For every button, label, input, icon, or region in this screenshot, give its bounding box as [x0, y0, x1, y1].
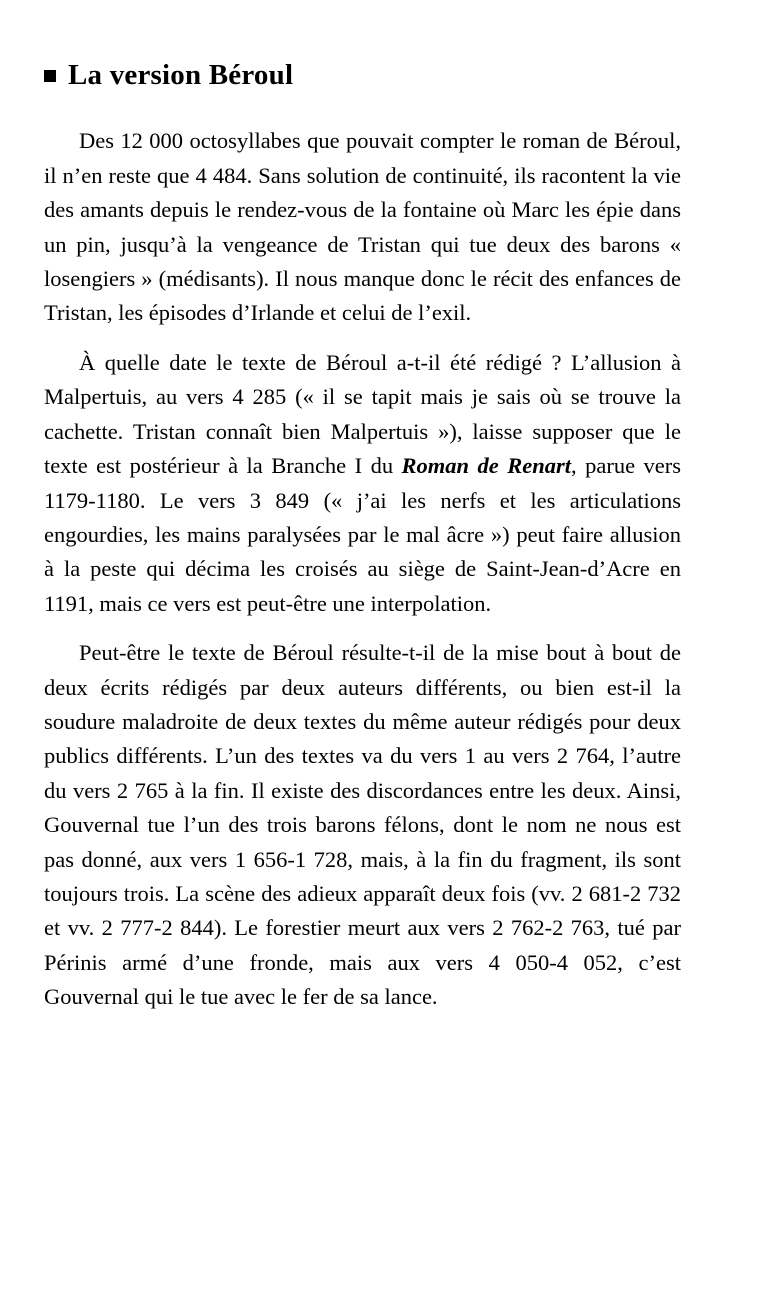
section-heading [44, 60, 681, 90]
body-paragraph-3: Peut-être le texte de Béroul résulte-t-il de la mise bout à bout de deux écrits rédigés par deux auteurs différents, ou bien est-il la soudure maladroite de deux textes du même auteur rédigés pour deux publics différents. L’un des textes va du vers 1 au vers 2 764, l’autre du vers 2 765 à la fin. Il existe des discordances entre les deux. Ainsi, Gouvernal tue l’un des trois barons félons, dont le nom ne nous est pas donné, aux vers 1 656-1 728, mais, à la fin du fragment, ils sont toujours trois. La scène des adieux apparaît deux fois (vv. 2 681-2 732 et vv. 2 777-2 844). Le forestier meurt aux vers 2 762-2 763, tué par Périnis armé d’une fronde, mais aux vers 4 050-4 052, c’est Gouvernal qui le tue avec le fer de sa lance. [44, 640, 681, 1010]
work-title: Roman de Renart [401, 453, 571, 479]
body-paragraph-1: Des 12 000 octosyllabes que pouvait compter le roman de Béroul, il n’en reste que 4 484. Sans solution de continuité, ils racontent la vie des amants depuis le rendez-vous de la fontaine où Marc les épie dans un pin, jusqu’à la vengeance de Tristan qui tue deux des barons « losengiers » (médisants). Il nous manque donc le récit des enfances de Tristan, les épisodes d’Irlande et celui de l’exil. [44, 128, 681, 326]
body-paragraph-2: À quelle date le texte de Béroul a-t-il été rédigé ? L’allusion à Malpertuis, au vers 4 285 (« il se tapit mais je sais où se trouve la cachette. Tristan connaît bien Malpertuis »), laisse supposer que le texte est postérieur à la Branche I du Roman de Renart, parue vers 1179-1180. Le vers 3 849 (« j’ai les nerfs et les articulations engourdies, les mains paralysées par le mal âcre ») peut faire allusion à la peste qui décima les croisés au siège de Saint-Jean-d’Acre en 1191, mais ce vers est peut-être une interpolation. [44, 349, 681, 616]
section-heading-text: La version Béroul [68, 59, 294, 91]
page-content [44, 60, 681, 1015]
filled-square-bullet-icon [44, 70, 56, 82]
